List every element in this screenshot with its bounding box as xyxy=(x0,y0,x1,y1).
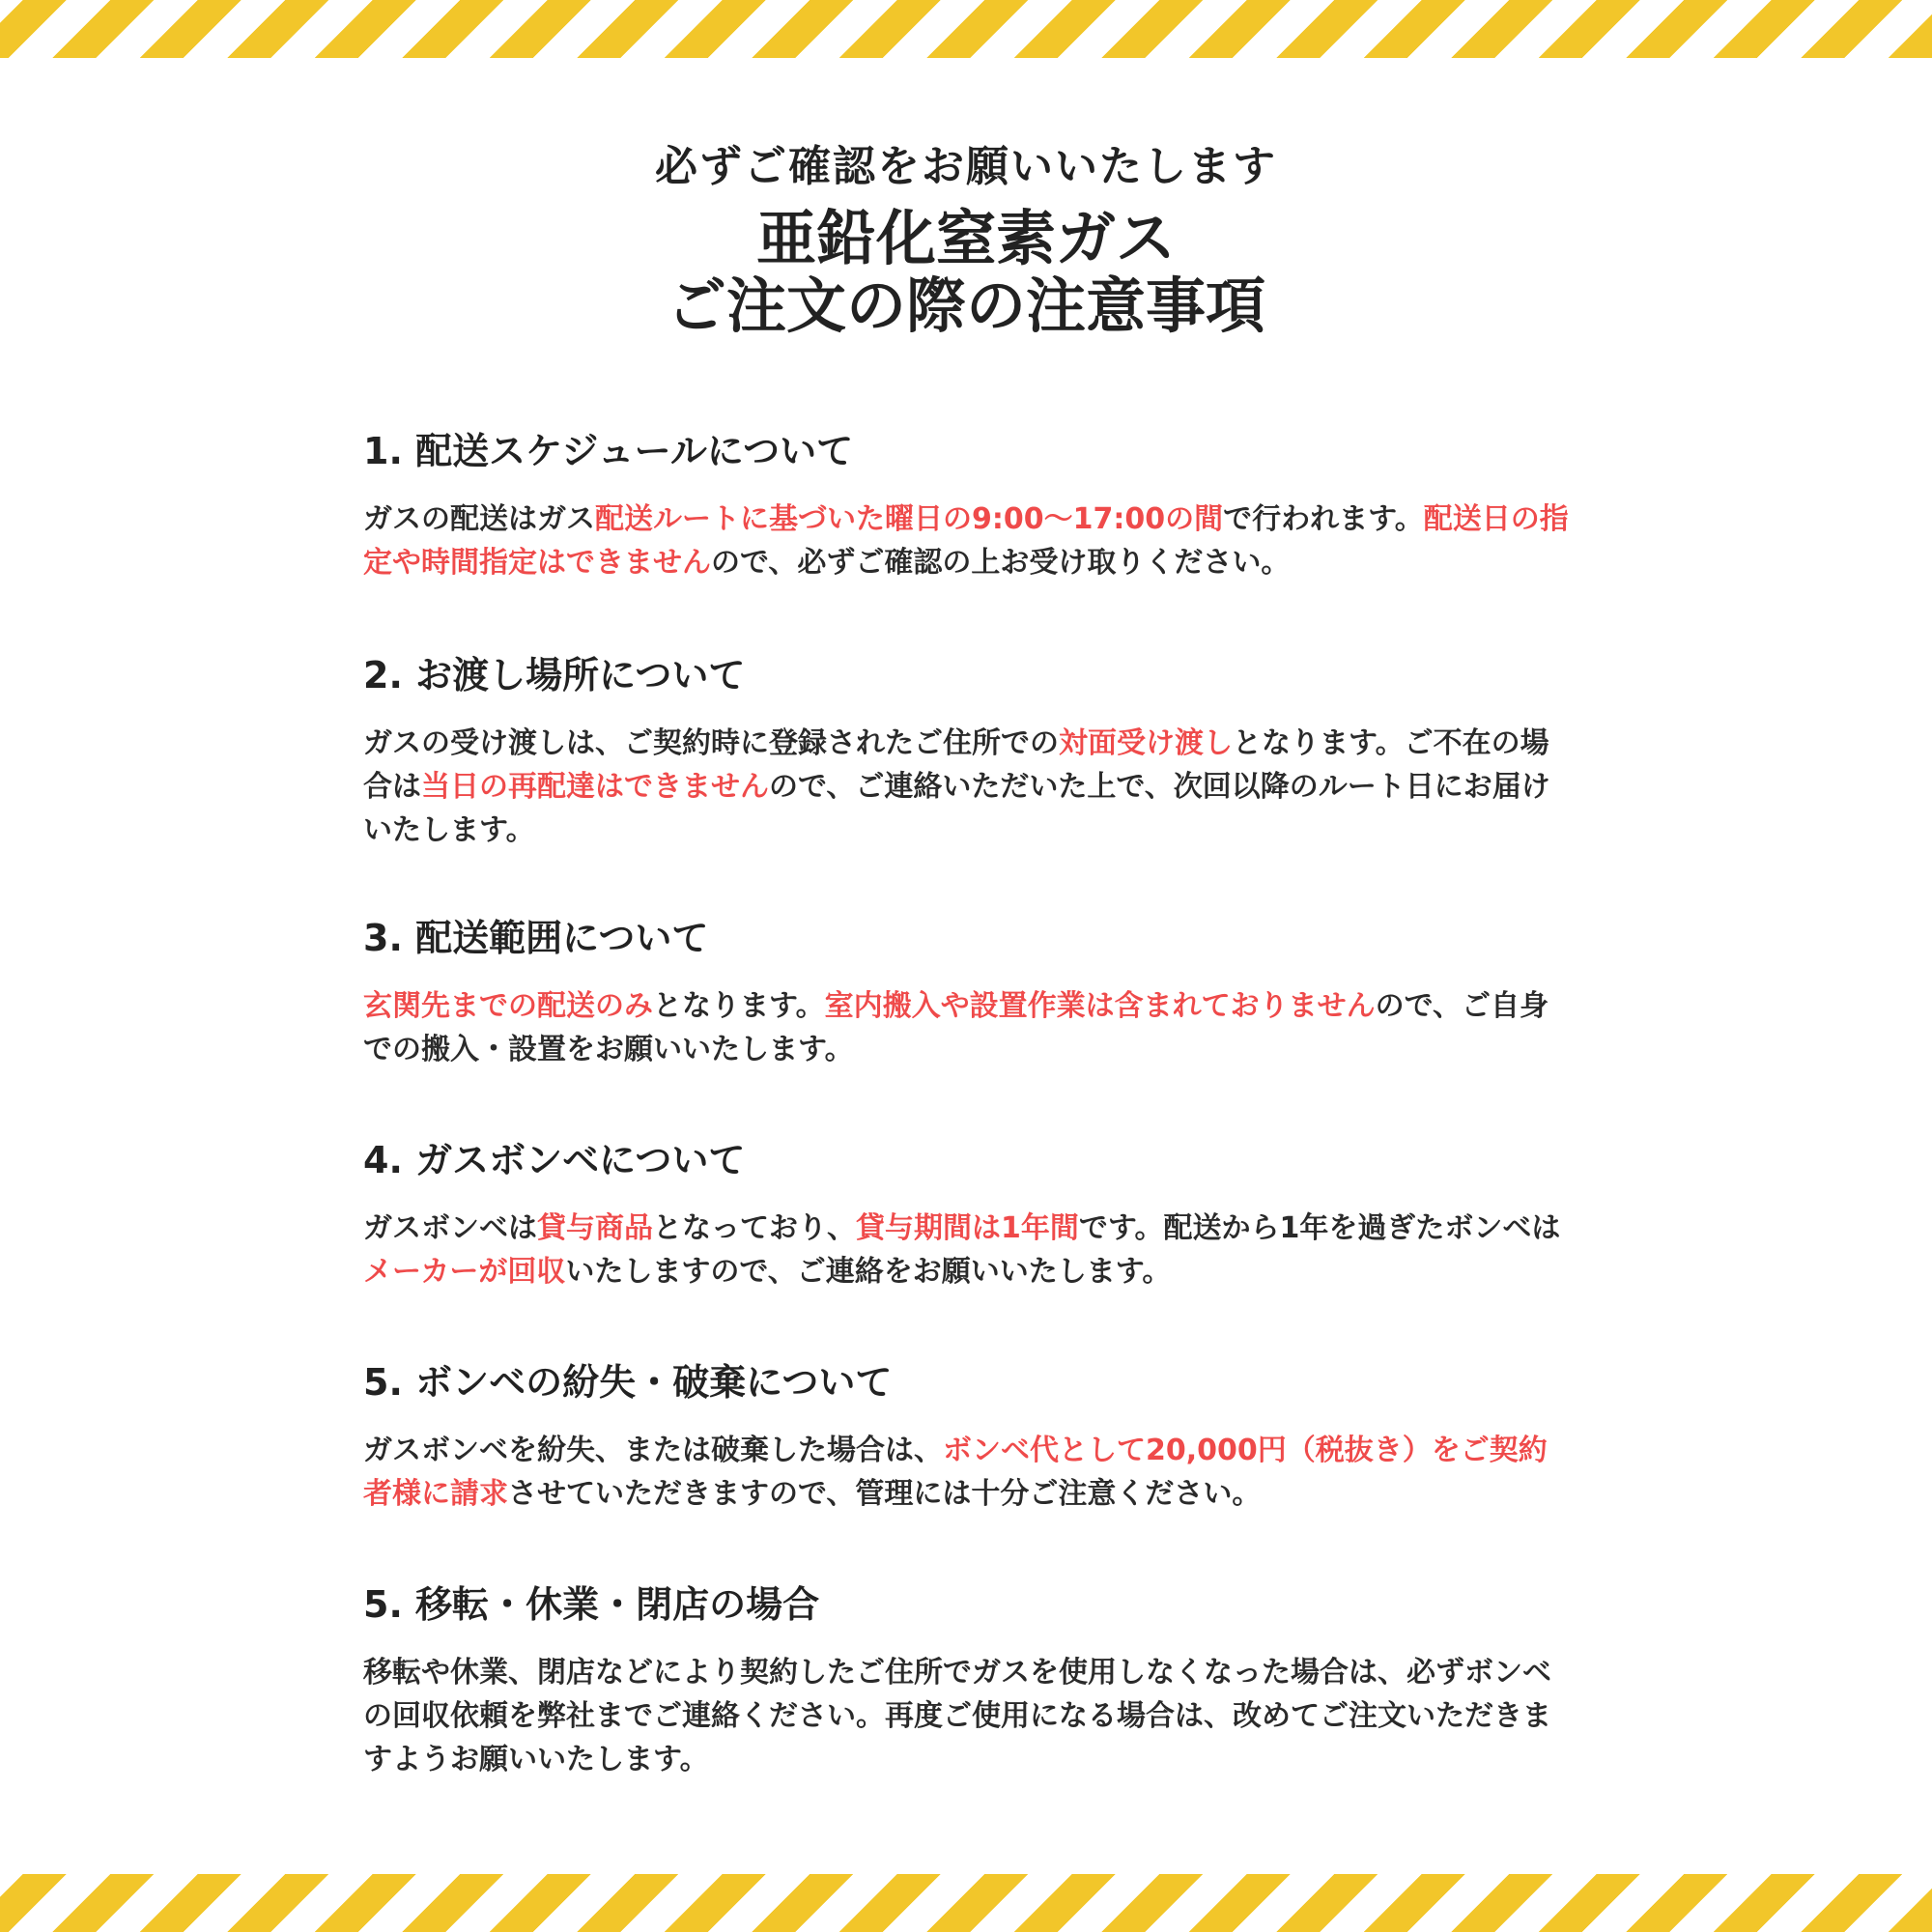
section-body xyxy=(363,1207,1571,1293)
pre-title: 必ずご確認をお願いいたします xyxy=(655,142,1277,191)
highlight-text: 貸与商品 xyxy=(537,1211,653,1245)
body-text: となります。ご不在の場合は xyxy=(363,726,1549,804)
section-delivery-schedule xyxy=(363,421,1571,584)
section-relocation-closure xyxy=(363,1575,1571,1781)
warning-stripe-top xyxy=(0,0,1932,58)
section-heading: 3. 配送範囲について xyxy=(363,917,709,959)
section-body xyxy=(363,497,1571,584)
highlight-text: 当日の再配達はできません xyxy=(421,770,769,804)
page-title xyxy=(0,205,1932,340)
body-text: で行われます。 xyxy=(1223,502,1424,536)
highlight-text: メーカーが回収 xyxy=(363,1255,566,1289)
body-text: ので、必ずご確認の上お受け取りください。 xyxy=(711,546,1291,580)
warning-stripe-bottom xyxy=(0,1874,1932,1932)
section-heading: 5. ボンベの紛失・破棄について xyxy=(363,1361,893,1404)
section-heading: 4. ガスボンベについて xyxy=(363,1139,746,1181)
body-text: ガスの受け渡しは、ご契約時に登録されたご住所での xyxy=(363,726,1059,760)
section-body xyxy=(363,1429,1571,1516)
body-text: いたしますので、ご連絡をお願いいたします。 xyxy=(565,1255,1172,1289)
section-cylinder-loss xyxy=(363,1352,1571,1516)
highlight-text: 対面受け渡し xyxy=(1059,726,1233,760)
highlight-text: 配送日の指定や時間指定はできません xyxy=(363,502,1569,580)
body-text: ガスボンベを紛失、または破棄した場合は、 xyxy=(363,1434,943,1467)
section-body xyxy=(363,1651,1571,1781)
body-text: 移転や休業、閉店などにより契約したご住所でガスを使用しなくなった場合は、必ずボンベの回収依頼を弊社までご連絡ください。再度ご使用になる場合は、改めてご注文いただきますようお願いいたします。 xyxy=(363,1656,1551,1776)
section-handover-place xyxy=(363,645,1571,852)
section-heading: 2. お渡し場所について xyxy=(363,654,746,696)
title-line-1: 亜鉛化窒素ガス xyxy=(755,203,1176,273)
highlight-text: 室内搬入や設置作業は含まれておりません xyxy=(824,989,1376,1023)
section-body xyxy=(363,984,1571,1071)
section-heading: 1. 配送スケジュールについて xyxy=(363,430,854,472)
highlight-text: ボンベ代として20,000円（税抜き）をご契約者様に請求 xyxy=(363,1434,1548,1511)
title-line-2: ご注文の際の注意事項 xyxy=(666,270,1265,341)
highlight-text: 貸与期間は1年間 xyxy=(856,1211,1079,1245)
body-text: ので、ご自身での搬入・設置をお願いいたします。 xyxy=(363,989,1549,1066)
body-text: となります。 xyxy=(653,989,825,1023)
body-text: ガスボンベは xyxy=(363,1211,537,1245)
body-text: です。配送から1年を過ぎたボンベは xyxy=(1078,1211,1561,1245)
section-body xyxy=(363,722,1571,852)
body-text: ガスの配送はガス xyxy=(363,502,595,536)
highlight-text: 配送ルートに基づいた曜日の9:00～17:00の間 xyxy=(595,502,1224,536)
body-text: させていただきますので、管理には十分ご注意ください。 xyxy=(508,1477,1262,1511)
section-gas-cylinder xyxy=(363,1130,1571,1293)
body-text: となっており、 xyxy=(653,1211,856,1245)
highlight-text: 玄関先までの配送のみ xyxy=(363,989,653,1023)
body-text: ので、ご連絡いただいた上で、次回以降のルート日にお届けいたします。 xyxy=(363,770,1550,847)
section-delivery-range xyxy=(363,908,1571,1071)
section-heading: 5. 移転・休業・閉店の場合 xyxy=(363,1583,820,1626)
